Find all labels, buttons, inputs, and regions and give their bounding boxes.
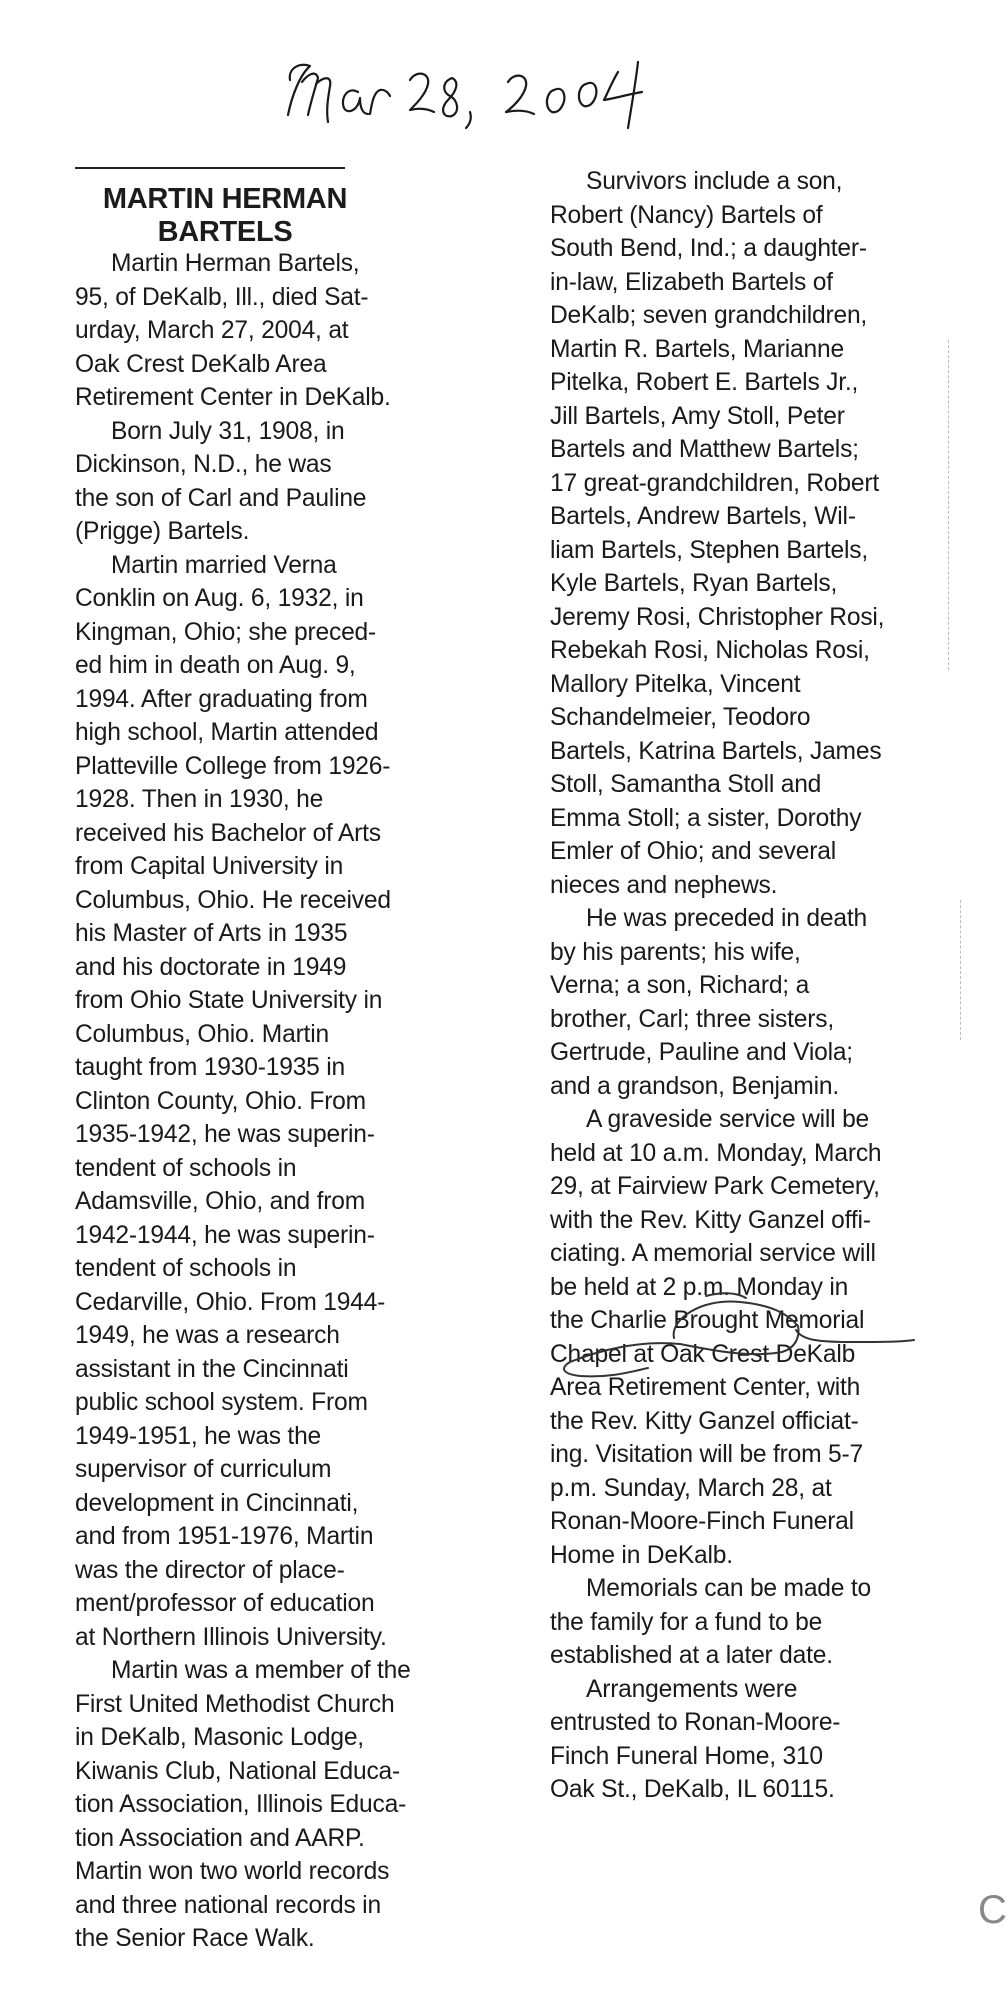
right-column-line: 29, at Fairview Park Cemetery,	[550, 1173, 880, 1200]
left-column-line: Kiwanis Club, National Educa-	[75, 1757, 401, 1785]
right-column-line: Kyle Bartels, Ryan Bartels,	[550, 570, 838, 597]
left-column-line: the son of Carl and Pauline	[75, 484, 367, 512]
left-column-line: Born July 31, 1908, in	[111, 417, 345, 445]
obituary-left-column	[75, 247, 411, 1956]
scan-margin-mark	[948, 340, 949, 670]
right-column-line: and a grandson, Benjamin.	[550, 1072, 839, 1100]
right-column-line: Oak St., DeKalb, IL 60115.	[550, 1776, 835, 1803]
right-column-line: in-law, Elizabeth Bartels of	[550, 268, 833, 296]
right-column-line: Emler of Ohio; and several	[550, 838, 836, 865]
left-column-line: Conklin on Aug. 6, 1932, in	[75, 585, 364, 612]
left-column-line: 1994. After graduating from	[75, 685, 368, 713]
right-column-line: by his parents; his wife,	[550, 938, 801, 966]
right-column-line: Gertrude, Pauline and Viola;	[550, 1039, 853, 1066]
left-column-line: Martin married Verna	[111, 551, 337, 579]
left-column-line: Columbus, Ohio. He received	[75, 886, 391, 914]
left-column-line: Retirement Center in DeKalb.	[75, 384, 391, 411]
left-column-line: urday, March 27, 2004, at	[75, 317, 349, 344]
left-column-line: Martin won two world records	[75, 1858, 390, 1885]
left-column-line: high school, Martin attended	[75, 719, 379, 746]
right-column-line: the Rev. Kitty Ganzel officiat-	[550, 1407, 859, 1435]
right-column-line: with the Rev. Kitty Ganzel offi-	[550, 1206, 871, 1234]
left-column-line: tion Association and AARP.	[75, 1824, 365, 1852]
right-column-line: Finch Funeral Home, 310	[550, 1742, 823, 1770]
right-column-line: Bartels, Andrew Bartels, Wil-	[550, 503, 856, 530]
headline-line-1: MARTIN HERMAN	[102, 183, 348, 215]
left-column-line: Kingman, Ohio; she preced-	[75, 618, 377, 646]
headline-line-2: BARTELS	[157, 216, 293, 248]
handwritten-date	[270, 20, 770, 130]
right-column-line: 17 great-grandchildren, Robert	[550, 469, 879, 497]
right-column-line: nieces and nephews.	[550, 871, 778, 899]
stray-scan-mark: C	[978, 1888, 1007, 1932]
left-column-line: tendent of schools in	[75, 1255, 297, 1282]
right-column-line: Robert (Nancy) Bartels of	[550, 201, 823, 229]
right-column-line: A graveside service will be	[586, 1106, 870, 1133]
left-column-line: 1949-1951, he was the	[75, 1422, 322, 1450]
right-column-line: Memorials can be made to	[586, 1575, 871, 1602]
left-column-line: Clinton County, Ohio. From	[75, 1087, 366, 1115]
right-column-line: South Bend, Ind.; a daughter-	[550, 235, 867, 262]
left-column-line: Platteville College from 1926-	[75, 752, 391, 780]
left-column-line: received his Bachelor of Arts	[75, 819, 381, 847]
left-column-line: First United Methodist Church	[75, 1690, 395, 1718]
right-column-line: ciating. A memorial service will	[550, 1240, 876, 1267]
right-column-line: Ronan-Moore-Finch Funeral	[550, 1508, 854, 1535]
right-column-line: liam Bartels, Stephen Bartels,	[550, 536, 868, 564]
left-column-line: Columbus, Ohio. Martin	[75, 1020, 329, 1048]
left-column-line: development in Cincinnati,	[75, 1489, 359, 1517]
right-column-line: be held at 2 p.m. Monday in	[550, 1273, 849, 1301]
left-column-line: taught from 1930-1935 in	[75, 1054, 346, 1081]
left-column-line: 1935-1942, he was superin-	[75, 1121, 375, 1148]
left-column-line: at Northern Illinois University.	[75, 1623, 387, 1651]
right-column-line: Pitelka, Robert E. Bartels Jr.,	[550, 369, 859, 396]
right-column-line: entrusted to Ronan-Moore-	[550, 1709, 841, 1736]
right-column-line: Area Retirement Center, with	[550, 1374, 861, 1401]
right-column-line: DeKalb; seven grandchildren,	[550, 302, 868, 329]
left-column-line: Martin Herman Bartels,	[111, 250, 360, 277]
left-column-line: the Senior Race Walk.	[75, 1925, 315, 1952]
left-column-line: ed him in death on Aug. 9,	[75, 652, 356, 679]
left-column-line: from Ohio State University in	[75, 987, 383, 1014]
top-rule-divider	[75, 167, 345, 169]
left-column-line: was the director of place-	[75, 1556, 345, 1584]
left-column-line: tion Association, Illinois Educa-	[75, 1791, 407, 1818]
left-column-line: Adamsville, Ohio, and from	[75, 1188, 366, 1215]
left-column-line: his Master of Arts in 1935	[75, 920, 348, 947]
left-column-line: ment/professor of education	[75, 1590, 375, 1617]
right-column-line: Bartels and Matthew Bartels;	[550, 436, 859, 463]
right-column-line: held at 10 a.m. Monday, March	[550, 1139, 882, 1167]
right-column-line: Bartels, Katrina Bartels, James	[550, 737, 882, 765]
left-column-line: public school system. From	[75, 1389, 368, 1416]
left-column-line: and his doctorate in 1949	[75, 953, 347, 981]
right-column-line: ing. Visitation will be from 5-7	[550, 1441, 864, 1468]
obituary-right-column	[550, 165, 884, 1807]
left-column-line: Oak Crest DeKalb Area	[75, 350, 327, 378]
left-column-line: Martin was a member of the	[111, 1657, 411, 1684]
right-column-line: Stoll, Samantha Stoll and	[550, 771, 822, 798]
right-column-line: Mallory Pitelka, Vincent	[550, 670, 801, 698]
left-column-line: assistant in the Cincinnati	[75, 1355, 349, 1383]
right-column-line: Emma Stoll; a sister, Dorothy	[550, 804, 862, 832]
right-column-line: brother, Carl; three sisters,	[550, 1005, 834, 1033]
obituary-headline	[75, 183, 375, 249]
right-column-line: He was preceded in death	[586, 905, 867, 932]
left-column-line: and from 1951-1976, Martin	[75, 1523, 374, 1550]
left-column-line: 95, of DeKalb, Ill., died Sat-	[75, 283, 369, 311]
right-column-line: Survivors include a son,	[586, 168, 843, 195]
left-column-line: tendent of schools in	[75, 1154, 297, 1182]
right-column-line: Rebekah Rosi, Nicholas Rosi,	[550, 637, 870, 664]
right-column-line: Schandelmeier, Teodoro	[550, 704, 811, 731]
right-column-line: the family for a fund to be	[550, 1608, 823, 1636]
right-column-line: Home in DeKalb.	[550, 1541, 733, 1569]
left-column-line: Dickinson, N.D., he was	[75, 451, 332, 478]
right-column-line: Verna; a son, Richard; a	[550, 972, 810, 999]
right-column-line: Martin R. Bartels, Marianne	[550, 335, 844, 363]
right-column-line: the Charlie Brought Memorial	[550, 1307, 865, 1334]
left-column-line: 1942-1944, he was superin-	[75, 1221, 375, 1249]
left-column-line: Cedarville, Ohio. From 1944-	[75, 1288, 386, 1316]
right-column-line: p.m. Sunday, March 28, at	[550, 1474, 832, 1502]
handwritten-date-strokes	[270, 20, 770, 130]
left-column-line: from Capital University in	[75, 853, 344, 880]
left-column-line: in DeKalb, Masonic Lodge,	[75, 1724, 364, 1751]
left-column-line: 1928. Then in 1930, he	[75, 786, 324, 813]
left-column-line: (Prigge) Bartels.	[75, 518, 250, 545]
right-column-line: established at a later date.	[550, 1642, 833, 1669]
left-column-line: and three national records in	[75, 1891, 381, 1919]
right-column-line: Arrangements were	[586, 1675, 798, 1703]
right-column-line: Jill Bartels, Amy Stoll, Peter	[550, 402, 845, 430]
right-column-line: Chapel at Oak Crest DeKalb	[550, 1340, 856, 1368]
right-column-line: Jeremy Rosi, Christopher Rosi,	[550, 603, 885, 631]
scan-margin-mark	[960, 900, 961, 1040]
left-column-line: 1949, he was a research	[75, 1322, 340, 1349]
left-column-line: supervisor of curriculum	[75, 1456, 332, 1483]
